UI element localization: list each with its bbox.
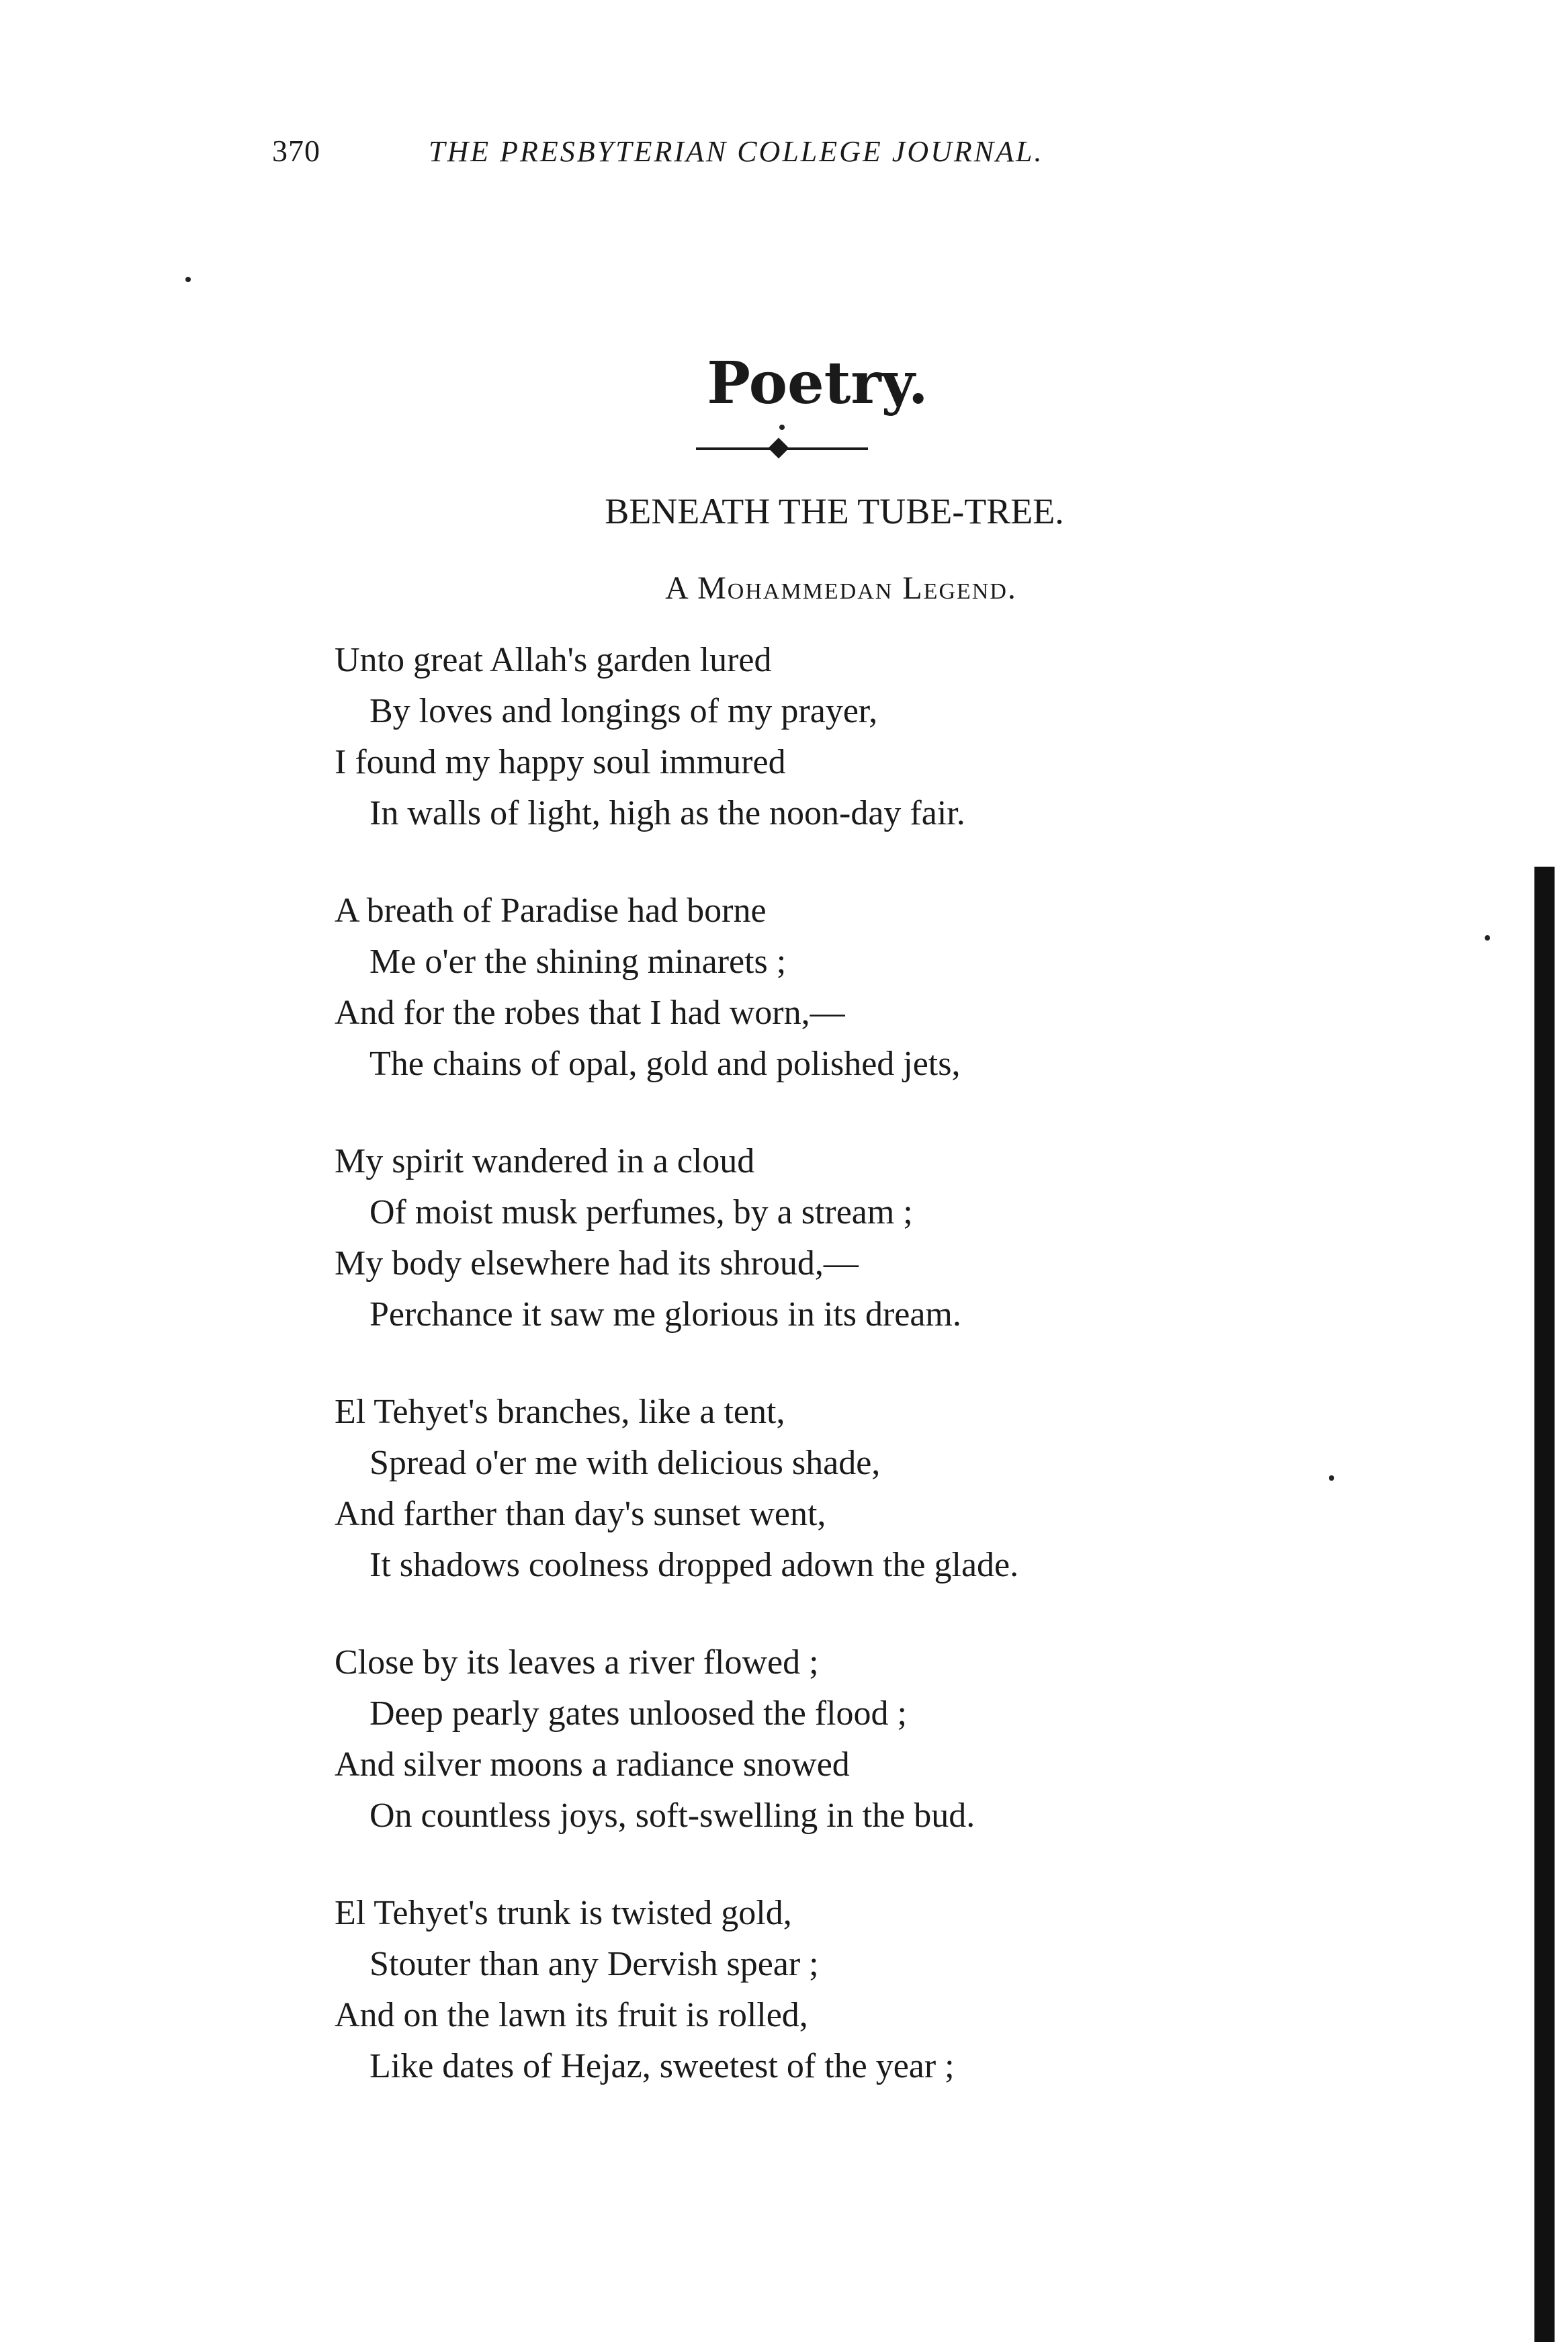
poem-title: BENEATH THE TUBE-TREE. (605, 491, 1064, 531)
poem-line: And farther than day's sunset went, (335, 1495, 826, 1533)
stanza-2 (335, 885, 1208, 1090)
scan-speck (1329, 1475, 1334, 1481)
poem-line: On countless joys, soft-swelling in the bud. (369, 1796, 975, 1835)
poem-line: My spirit wandered in a cloud (335, 1142, 755, 1180)
running-title: THE PRESBYTERIAN COLLEGE JOURNAL. (429, 135, 1044, 168)
poem-body (335, 635, 1208, 2138)
poem-line: Of moist musk perfumes, by a stream ; (369, 1193, 913, 1231)
stanza-4 (335, 1387, 1208, 1591)
stanza-3 (335, 1136, 1208, 1340)
poem-line: And silver moons a radiance snowed (335, 1745, 850, 1784)
poem-line: Me o'er the shining minarets ; (369, 943, 787, 981)
poem-line: In walls of light, high as the noon-day fair. (369, 794, 965, 832)
scan-edge-shadow (1534, 867, 1555, 2342)
section-heading: Poetry. (707, 349, 928, 417)
scan-speck (779, 425, 785, 430)
stanza-1 (335, 635, 1208, 839)
poem-line: My body elsewhere had its shroud,— (335, 1244, 859, 1283)
poem-line: Spread o'er me with delicious shade, (369, 1444, 881, 1482)
poem-line: The chains of opal, gold and polished jets, (369, 1045, 961, 1083)
poem-line: By loves and longings of my prayer, (369, 692, 878, 730)
poem-line: El Tehyet's trunk is twisted gold, (335, 1894, 792, 1932)
stanza-6 (335, 1888, 1208, 2092)
poem-line: Stouter than any Dervish spear ; (369, 1945, 819, 1983)
divider-ornament (768, 437, 789, 458)
poem-line: Like dates of Hejaz, sweetest of the year ; (369, 2047, 955, 2085)
poem-line: Close by its leaves a river flowed ; (335, 1643, 819, 1682)
poem-line: And on the lawn its fruit is rolled, (335, 1996, 808, 2034)
page-number: 370 (272, 134, 320, 168)
poem-line: Perchance it saw me glorious in its dream. (369, 1295, 961, 1334)
stanza-5 (335, 1637, 1208, 1841)
poem-subtitle: A Mohammedan Legend. (665, 570, 1017, 606)
poem-line: El Tehyet's branches, like a tent, (335, 1393, 785, 1431)
poem-line: Unto great Allah's garden lured (335, 641, 772, 679)
poem-line: Deep pearly gates unloosed the flood ; (369, 1694, 907, 1733)
poem-line: And for the robes that I had worn,— (335, 994, 845, 1032)
poem-line: I found my happy soul immured (335, 743, 786, 781)
scan-speck (1485, 935, 1490, 941)
poem-line: It shadows coolness dropped adown the glade. (369, 1546, 1019, 1584)
poem-line: A breath of Paradise had borne (335, 892, 767, 930)
scan-speck (185, 277, 191, 282)
